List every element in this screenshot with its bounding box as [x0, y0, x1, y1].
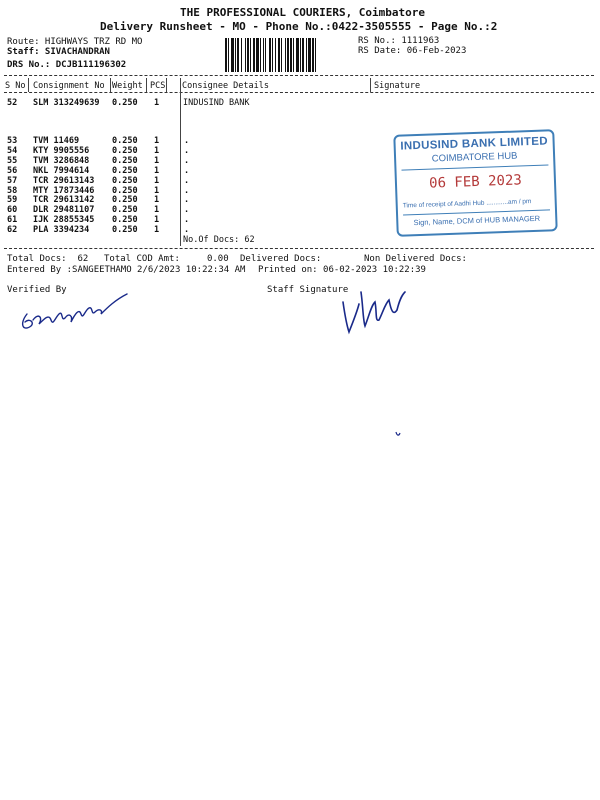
divider: [4, 92, 594, 93]
row-weight: 0.250: [112, 136, 138, 146]
row-sno: 60: [7, 205, 18, 216]
row-consignment: TCR 29613142: [33, 195, 95, 206]
row-consignee: .: [184, 205, 190, 216]
row-pcs: 1: [154, 185, 160, 196]
divider: [4, 248, 594, 249]
printed-on: Printed on: 06-02-2023 10:22:39: [258, 265, 426, 275]
row-consignment: MTY 17873446: [33, 185, 95, 196]
row-consignment: KTY 9905556: [33, 145, 90, 156]
divider: [4, 75, 594, 76]
col-header-pcs: PCS: [150, 81, 166, 91]
row-consignee: .: [184, 165, 190, 176]
row-consignee: .: [184, 225, 190, 236]
staff-signature-label: Staff Signature: [267, 285, 349, 295]
row-consignee: .: [184, 155, 190, 166]
rs-date: RS Date: 06-Feb-2023: [358, 46, 467, 56]
row-weight: 0.250: [112, 185, 138, 196]
row-consignee: .: [184, 215, 190, 226]
row-sno: 58: [7, 185, 18, 196]
delivered-docs: Delivered Docs:: [240, 254, 322, 264]
row-pcs: 1: [154, 195, 160, 206]
row-pcs: 1: [154, 225, 160, 236]
row-consignment: TVM 3286848: [33, 155, 90, 166]
row-weight: 0.250: [112, 155, 138, 166]
row-sno: 56: [7, 165, 18, 176]
no-of-docs: No.Of Docs: 62: [183, 235, 255, 245]
row-consignment: SLM 313249639: [33, 98, 100, 108]
non-delivered-docs: Non Delivered Docs:: [364, 254, 467, 264]
row-weight: 0.250: [112, 98, 138, 108]
stamp-footer: Sign, Name, DCM of HUB MANAGER: [413, 213, 541, 228]
total-cod: Total COD Amt: 0.00: [104, 254, 229, 264]
drs-number: DRS No.: DCJB111196302: [7, 60, 127, 70]
ink-mark: [394, 430, 402, 438]
staff-label: Staff: SIVACHANDRAN: [7, 47, 110, 57]
company-title: THE PROFESSIONAL COURIERS, Coimbatore: [180, 6, 426, 19]
row-consignee: .: [184, 185, 190, 196]
row-sno: 54: [7, 145, 18, 156]
row-sno: 57: [7, 175, 18, 186]
row-pcs: 1: [154, 175, 160, 186]
row-consignee: .: [184, 195, 190, 206]
row-sno: 53: [7, 136, 18, 146]
barcode: [225, 38, 355, 72]
row-pcs: 1: [154, 215, 160, 226]
row-sno: 61: [7, 215, 18, 226]
row-consignment: DLR 29481107: [33, 205, 95, 216]
row-weight: 0.250: [112, 145, 138, 156]
row-consignee: .: [184, 145, 190, 156]
col-header-sno: S No: [5, 81, 26, 91]
route-label: Route: HIGHWAYS TRZ RD MO: [7, 37, 143, 47]
verified-by-label: Verified By: [7, 285, 67, 295]
row-consignment: TVM 11469: [33, 136, 80, 146]
col-header-consignee: Consignee Details: [182, 81, 269, 91]
col-header-signature: Signature: [374, 81, 421, 91]
row-consignee: INDUSIND BANK: [183, 98, 250, 108]
row-pcs: 1: [154, 155, 160, 166]
row-pcs: 1: [154, 98, 160, 108]
col-header-weight: Weight: [112, 81, 143, 91]
row-pcs: 1: [154, 136, 160, 146]
row-weight: 0.250: [112, 215, 138, 226]
row-pcs: 1: [154, 165, 160, 176]
row-consignment: PLA 3394234: [33, 225, 90, 236]
row-consignee: .: [184, 175, 190, 186]
verifier-signature: [15, 284, 145, 336]
row-weight: 0.250: [112, 195, 138, 206]
row-weight: 0.250: [112, 205, 138, 216]
stamp-line2: COIMBATORE HUB: [431, 150, 518, 165]
row-pcs: 1: [154, 205, 160, 216]
row-consignment: TCR 29613143: [33, 175, 95, 186]
stamp-receipt: Time of receipt of Aadhi Hub ............am / pm: [402, 198, 532, 210]
row-sno: 55: [7, 155, 18, 166]
row-sno: 59: [7, 195, 18, 206]
row-weight: 0.250: [112, 225, 138, 236]
row-pcs: 1: [154, 145, 160, 156]
row-sno: 62: [7, 225, 18, 236]
bank-stamp: [393, 129, 557, 237]
stamp-line1: INDUSIND BANK LIMITED: [400, 135, 549, 153]
row-weight: 0.250: [112, 165, 138, 176]
row-consignment: NKL 7994614: [33, 165, 90, 176]
row-consignment: IJK 28855345: [33, 215, 95, 226]
row-sno: 52: [7, 98, 18, 108]
runsheet-subtitle: Delivery Runsheet - MO - Phone No.:0422-3505555 - Page No.:2: [100, 20, 498, 33]
row-weight: 0.250: [112, 175, 138, 186]
col-header-consignment: Consignment No: [33, 81, 105, 91]
staff-signature: [335, 282, 415, 340]
entered-by: Entered By :SANGEETHAMO 2/6/2023 10:22:34 AM: [7, 265, 246, 275]
total-docs: Total Docs: 62: [7, 254, 89, 264]
rs-number: RS No.: 1111963: [358, 36, 440, 46]
stamp-date: 06 FEB 2023: [428, 172, 523, 192]
row-consignee: .: [184, 136, 190, 146]
